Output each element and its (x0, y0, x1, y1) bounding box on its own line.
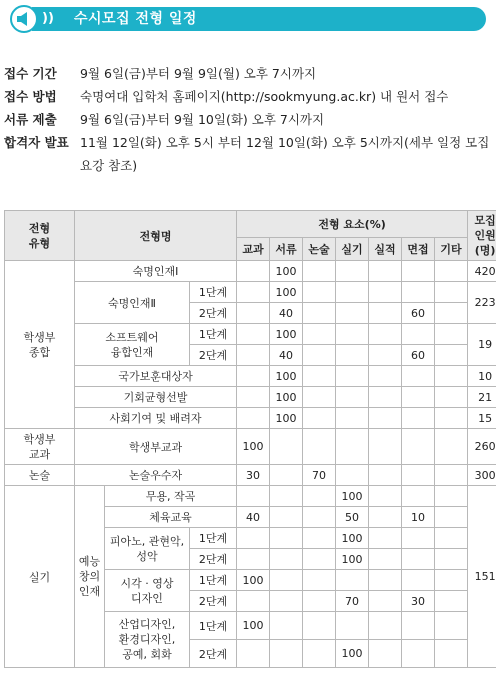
empty-cell (336, 465, 369, 486)
empty-cell (435, 528, 468, 549)
value-cell: 100 (336, 549, 369, 570)
empty-cell (303, 303, 336, 324)
empty-cell (435, 303, 468, 324)
table-row (5, 387, 496, 408)
name-cell: 시각 · 영상 디자인 (105, 570, 190, 612)
empty-cell (270, 591, 303, 612)
name-cell: 소프트웨어 융합인재 (75, 324, 190, 366)
empty-cell (435, 465, 468, 486)
empty-cell (303, 429, 336, 465)
header-type: 전형 유형 (5, 211, 75, 261)
empty-cell (336, 366, 369, 387)
table-row (5, 408, 496, 429)
stage-cell: 2단계 (190, 591, 237, 612)
info-row (4, 85, 494, 108)
empty-cell (435, 591, 468, 612)
stage-cell: 2단계 (190, 549, 237, 570)
col-header: 서류 (270, 238, 303, 261)
empty-cell (237, 303, 270, 324)
empty-cell (369, 640, 402, 668)
empty-cell (402, 324, 435, 345)
value-cell: 100 (237, 429, 270, 465)
empty-cell (402, 261, 435, 282)
value-cell: 10 (402, 507, 435, 528)
sound-waves-icon: )) (42, 11, 54, 26)
empty-cell (402, 486, 435, 507)
empty-cell (435, 387, 468, 408)
table-row (5, 366, 496, 387)
empty-cell (435, 486, 468, 507)
value-cell: 40 (270, 303, 303, 324)
quota-cell: 19 (468, 324, 496, 366)
empty-cell (402, 570, 435, 591)
empty-cell (270, 429, 303, 465)
empty-cell (369, 549, 402, 570)
empty-cell (369, 429, 402, 465)
name-cell: 체육교육 (105, 507, 237, 528)
table-row (5, 282, 496, 303)
info-value: 9월 6일(금)부터 9월 9일(월) 오후 7시까지 (80, 66, 317, 81)
empty-cell (435, 408, 468, 429)
empty-cell (336, 282, 369, 303)
col-header: 실적 (369, 238, 402, 261)
value-cell: 100 (336, 640, 369, 668)
stage-cell: 1단계 (190, 528, 237, 549)
empty-cell (303, 345, 336, 366)
name-cell: 산업디자인, 환경디자인, 공예, 회화 (105, 612, 190, 668)
empty-cell (303, 486, 336, 507)
value-cell: 100 (336, 486, 369, 507)
empty-cell (303, 640, 336, 668)
value-cell: 100 (270, 261, 303, 282)
table-row (5, 324, 496, 345)
empty-cell (270, 549, 303, 570)
schedule-info (4, 62, 494, 177)
empty-cell (369, 570, 402, 591)
value-cell: 100 (270, 366, 303, 387)
empty-cell (369, 303, 402, 324)
empty-cell (369, 366, 402, 387)
table-row (5, 486, 496, 507)
empty-cell (336, 408, 369, 429)
empty-cell (402, 640, 435, 668)
stage-cell: 1단계 (190, 282, 237, 303)
empty-cell (270, 570, 303, 591)
empty-cell (435, 549, 468, 570)
empty-cell (237, 486, 270, 507)
type-cell: 논술 (5, 465, 75, 486)
empty-cell (303, 387, 336, 408)
empty-cell (336, 303, 369, 324)
quota-cell: 151 (468, 486, 496, 668)
header-name: 전형명 (75, 211, 237, 261)
name-cell: 국가보훈대상자 (75, 366, 237, 387)
info-label: 접수 방법 (4, 89, 57, 104)
empty-cell (237, 408, 270, 429)
empty-cell (237, 528, 270, 549)
empty-cell (303, 282, 336, 303)
info-row (4, 131, 494, 177)
empty-cell (402, 549, 435, 570)
empty-cell (369, 591, 402, 612)
name-cell: 피아노, 관현악, 성악 (105, 528, 190, 570)
table-row (5, 465, 496, 486)
info-label: 합격자 발표 (4, 135, 69, 150)
info-value: 11월 12일(화) 오후 5시 부터 12월 10일(화) 오후 5시까지(세부 일정 모집요강 참조) (80, 135, 490, 173)
empty-cell (402, 408, 435, 429)
empty-cell (237, 549, 270, 570)
empty-cell (303, 570, 336, 591)
empty-cell (369, 324, 402, 345)
stage-cell: 2단계 (190, 640, 237, 668)
empty-cell (303, 261, 336, 282)
quota-cell: 21 (468, 387, 496, 408)
page-title: 수시모집 전형 일정 (74, 11, 197, 27)
info-label: 서류 제출 (4, 112, 57, 127)
empty-cell (369, 528, 402, 549)
value-cell: 70 (303, 465, 336, 486)
empty-cell (369, 282, 402, 303)
empty-cell (369, 612, 402, 640)
header-quota: 모집 인원 (명) (468, 211, 496, 261)
empty-cell (270, 507, 303, 528)
quota-cell: 223 (468, 282, 496, 324)
empty-cell (435, 345, 468, 366)
stage-cell: 1단계 (190, 612, 237, 640)
value-cell: 100 (237, 570, 270, 591)
empty-cell (336, 387, 369, 408)
empty-cell (402, 429, 435, 465)
header-elements: 전형 요소(%) (237, 211, 468, 238)
empty-cell (237, 261, 270, 282)
value-cell: 100 (336, 528, 369, 549)
type-cell: 학생부 교과 (5, 429, 75, 465)
stage-cell: 1단계 (190, 570, 237, 591)
empty-cell (435, 507, 468, 528)
type-cell: 학생부 종합 (5, 261, 75, 429)
empty-cell (303, 324, 336, 345)
value-cell: 100 (270, 408, 303, 429)
empty-cell (336, 570, 369, 591)
empty-cell (237, 345, 270, 366)
value-cell: 100 (270, 282, 303, 303)
empty-cell (303, 549, 336, 570)
name-cell: 기회균형선발 (75, 387, 237, 408)
name-cell: 무용, 작곡 (105, 486, 237, 507)
empty-cell (369, 465, 402, 486)
value-cell: 60 (402, 345, 435, 366)
empty-cell (402, 282, 435, 303)
empty-cell (270, 465, 303, 486)
empty-cell (435, 261, 468, 282)
quota-cell: 10 (468, 366, 496, 387)
empty-cell (336, 324, 369, 345)
empty-cell (369, 486, 402, 507)
info-value: 9월 6일(금)부터 9월 10일(화) 오후 7시까지 (80, 112, 325, 127)
empty-cell (336, 261, 369, 282)
empty-cell (303, 591, 336, 612)
empty-cell (303, 408, 336, 429)
quota-cell: 300 (468, 465, 496, 486)
col-header: 실기 (336, 238, 369, 261)
empty-cell (237, 282, 270, 303)
empty-cell (369, 507, 402, 528)
stage-cell: 2단계 (190, 303, 237, 324)
empty-cell (336, 612, 369, 640)
empty-cell (237, 640, 270, 668)
empty-cell (270, 640, 303, 668)
empty-cell (369, 408, 402, 429)
empty-cell (303, 528, 336, 549)
empty-cell (336, 345, 369, 366)
info-row (4, 62, 494, 85)
table-row (5, 261, 496, 282)
col-header: 논술 (303, 238, 336, 261)
empty-cell (369, 345, 402, 366)
value-cell: 40 (237, 507, 270, 528)
empty-cell (237, 324, 270, 345)
empty-cell (402, 387, 435, 408)
empty-cell (369, 261, 402, 282)
speaker-icon (10, 5, 38, 33)
name-cell: 숙명인재Ⅱ (75, 282, 190, 324)
empty-cell (435, 429, 468, 465)
empty-cell (435, 612, 468, 640)
empty-cell (270, 528, 303, 549)
value-cell: 70 (336, 591, 369, 612)
type-cell: 실기 (5, 486, 75, 668)
empty-cell (402, 612, 435, 640)
empty-cell (402, 366, 435, 387)
info-value: 숙명여대 입학처 홈페이지(http://sookmyung.ac.kr) 내 원서 접수 (80, 89, 449, 104)
value-cell: 40 (270, 345, 303, 366)
value-cell: 100 (270, 387, 303, 408)
empty-cell (435, 324, 468, 345)
value-cell: 30 (237, 465, 270, 486)
empty-cell (237, 591, 270, 612)
name-cell: 논술우수자 (75, 465, 237, 486)
value-cell: 50 (336, 507, 369, 528)
empty-cell (435, 282, 468, 303)
empty-cell (303, 612, 336, 640)
empty-cell (270, 612, 303, 640)
value-cell: 100 (237, 612, 270, 640)
stage-cell: 2단계 (190, 345, 237, 366)
empty-cell (270, 486, 303, 507)
empty-cell (435, 570, 468, 591)
empty-cell (303, 507, 336, 528)
value-cell: 100 (270, 324, 303, 345)
empty-cell (336, 429, 369, 465)
subtype-cell: 예능 창의 인재 (75, 486, 105, 668)
empty-cell (369, 387, 402, 408)
empty-cell (237, 366, 270, 387)
value-cell: 60 (402, 303, 435, 324)
empty-cell (435, 366, 468, 387)
info-label: 접수 기간 (4, 66, 57, 81)
empty-cell (435, 640, 468, 668)
name-cell: 학생부교과 (75, 429, 237, 465)
empty-cell (237, 387, 270, 408)
col-header: 면접 (402, 238, 435, 261)
quota-cell: 420 (468, 261, 496, 282)
empty-cell (402, 528, 435, 549)
table-row (5, 429, 496, 465)
quota-cell: 15 (468, 408, 496, 429)
info-row (4, 108, 494, 131)
stage-cell: 1단계 (190, 324, 237, 345)
empty-cell (402, 465, 435, 486)
col-header: 기타 (435, 238, 468, 261)
col-header: 교과 (237, 238, 270, 261)
value-cell: 30 (402, 591, 435, 612)
section-header (10, 5, 486, 33)
name-cell: 사회기여 및 배려자 (75, 408, 237, 429)
quota-cell: 260 (468, 429, 496, 465)
empty-cell (303, 366, 336, 387)
name-cell: 숙명인재Ⅰ (75, 261, 237, 282)
admission-schedule-table (4, 210, 496, 668)
